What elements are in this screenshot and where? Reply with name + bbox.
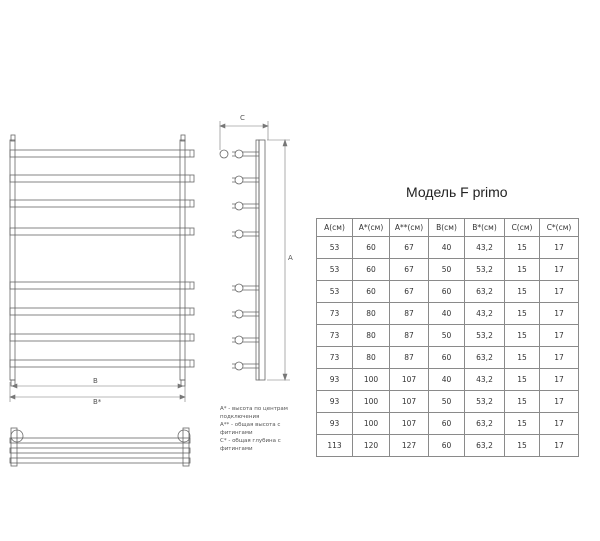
top-view-right-end bbox=[183, 428, 189, 466]
table-row bbox=[317, 391, 579, 413]
label-c: C bbox=[240, 114, 245, 122]
table-cell: 17 bbox=[540, 325, 579, 347]
note-a-star: A* - высота по центрам подключения bbox=[220, 406, 288, 420]
table-cell: 60 bbox=[429, 281, 465, 303]
top-view-rail-1 bbox=[10, 438, 190, 443]
table-cell: 40 bbox=[429, 303, 465, 325]
front-view bbox=[10, 135, 185, 386]
left-vertical-pipe bbox=[10, 140, 15, 380]
table-cell: 63,2 bbox=[465, 413, 505, 435]
table-cell: 127 bbox=[390, 435, 429, 457]
table-cell: 67 bbox=[390, 259, 429, 281]
note-a-double-star: A** - общая высота с фитингами bbox=[220, 422, 281, 436]
front-rung bbox=[10, 228, 194, 235]
side-rung-cap bbox=[235, 310, 243, 318]
arrow-b-left bbox=[12, 384, 17, 388]
table-row bbox=[317, 259, 579, 281]
table-cell: 60 bbox=[353, 237, 390, 259]
front-rung bbox=[10, 308, 194, 315]
side-view bbox=[256, 140, 265, 380]
side-rung-cap bbox=[235, 336, 243, 344]
table-cell: 53 bbox=[317, 281, 353, 303]
table-cell: 107 bbox=[390, 413, 429, 435]
table-cell: 80 bbox=[353, 303, 390, 325]
spec-table bbox=[316, 218, 579, 457]
table-cell: 60 bbox=[429, 347, 465, 369]
table-cell: 107 bbox=[390, 369, 429, 391]
table-cell: 87 bbox=[390, 325, 429, 347]
header-b-star: B*(см) bbox=[465, 219, 505, 237]
table-cell: 53,2 bbox=[465, 391, 505, 413]
side-top-fitting bbox=[220, 150, 228, 158]
table-row bbox=[317, 369, 579, 391]
table-cell: 17 bbox=[540, 435, 579, 457]
front-rung bbox=[10, 334, 194, 341]
table-cell: 100 bbox=[353, 391, 390, 413]
table-cell: 113 bbox=[317, 435, 353, 457]
table-row bbox=[317, 303, 579, 325]
side-rung-cap bbox=[235, 202, 243, 210]
table-cell: 15 bbox=[505, 303, 540, 325]
header-c-star: C*(см) bbox=[540, 219, 579, 237]
table-cell: 87 bbox=[390, 303, 429, 325]
table-header-row bbox=[317, 219, 579, 237]
arrow-c-left bbox=[220, 124, 225, 128]
table-cell: 40 bbox=[429, 237, 465, 259]
front-rung bbox=[10, 150, 194, 157]
table-cell: 53 bbox=[317, 259, 353, 281]
arrow-a-top bbox=[283, 140, 287, 146]
side-rung-cap bbox=[235, 176, 243, 184]
table-cell: 50 bbox=[429, 391, 465, 413]
header-a-star: A*(см) bbox=[353, 219, 390, 237]
table-body bbox=[317, 237, 579, 457]
notes bbox=[220, 405, 310, 453]
table-cell: 17 bbox=[540, 369, 579, 391]
table-cell: 50 bbox=[429, 259, 465, 281]
table-cell: 17 bbox=[540, 237, 579, 259]
table-row bbox=[317, 413, 579, 435]
arrow-c-right bbox=[263, 124, 268, 128]
table-cell: 15 bbox=[505, 281, 540, 303]
table-cell: 60 bbox=[429, 435, 465, 457]
table-cell: 15 bbox=[505, 347, 540, 369]
table-cell: 17 bbox=[540, 303, 579, 325]
table-cell: 80 bbox=[353, 325, 390, 347]
front-rungs bbox=[10, 150, 194, 367]
note-c-star: C* - общая глубина с фитингами bbox=[220, 438, 281, 452]
table-row bbox=[317, 325, 579, 347]
top-view-right-cap bbox=[178, 430, 190, 442]
table-cell: 50 bbox=[429, 325, 465, 347]
table-cell: 93 bbox=[317, 369, 353, 391]
top-view-rail-3 bbox=[10, 458, 190, 463]
table-cell: 120 bbox=[353, 435, 390, 457]
table-cell: 73 bbox=[317, 347, 353, 369]
header-a-double-star: A**(см) bbox=[390, 219, 429, 237]
table-cell: 53,2 bbox=[465, 259, 505, 281]
label-b: B bbox=[93, 377, 98, 385]
table-row bbox=[317, 237, 579, 259]
top-view-rail-2 bbox=[10, 448, 190, 453]
side-rung-cap bbox=[235, 284, 243, 292]
table-cell: 15 bbox=[505, 325, 540, 347]
table-cell: 17 bbox=[540, 391, 579, 413]
bottom-right-fitting bbox=[181, 380, 185, 386]
front-rung bbox=[10, 175, 194, 182]
table-cell: 87 bbox=[390, 347, 429, 369]
side-dimensions bbox=[220, 121, 290, 380]
label-a: A bbox=[288, 254, 293, 262]
header-c: C(см) bbox=[505, 219, 540, 237]
table-cell: 93 bbox=[317, 413, 353, 435]
top-view bbox=[10, 428, 190, 466]
side-wall-line bbox=[256, 140, 259, 380]
side-rung-cap bbox=[235, 362, 243, 370]
table-cell: 15 bbox=[505, 259, 540, 281]
side-vertical-pipe bbox=[259, 140, 265, 380]
arrow-a-bottom bbox=[283, 374, 287, 380]
header-b: B(см) bbox=[429, 219, 465, 237]
table-cell: 60 bbox=[353, 281, 390, 303]
table-cell: 40 bbox=[429, 369, 465, 391]
side-rung-cap bbox=[235, 230, 243, 238]
table-cell: 73 bbox=[317, 325, 353, 347]
table-cell: 73 bbox=[317, 303, 353, 325]
table-cell: 17 bbox=[540, 281, 579, 303]
table-cell: 17 bbox=[540, 413, 579, 435]
table-row bbox=[317, 281, 579, 303]
model-title: Модель F primo bbox=[406, 184, 508, 200]
table-cell: 63,2 bbox=[465, 281, 505, 303]
table-cell: 63,2 bbox=[465, 347, 505, 369]
table-cell: 60 bbox=[353, 259, 390, 281]
table-cell: 67 bbox=[390, 281, 429, 303]
table-cell: 15 bbox=[505, 391, 540, 413]
side-rungs bbox=[220, 150, 259, 370]
arrow-bstar-left bbox=[10, 395, 15, 399]
front-rung bbox=[10, 200, 194, 207]
table-cell: 43,2 bbox=[465, 369, 505, 391]
top-view-left-end bbox=[11, 428, 17, 466]
table-cell: 53,2 bbox=[465, 325, 505, 347]
table-cell: 53 bbox=[317, 237, 353, 259]
table-cell: 93 bbox=[317, 391, 353, 413]
arrow-b-right bbox=[178, 384, 183, 388]
table-cell: 17 bbox=[540, 347, 579, 369]
table-cell: 43,2 bbox=[465, 237, 505, 259]
header-a: A(см) bbox=[317, 219, 353, 237]
table-cell: 15 bbox=[505, 413, 540, 435]
front-rung bbox=[10, 360, 194, 367]
table-cell: 43,2 bbox=[465, 303, 505, 325]
table-cell: 60 bbox=[429, 413, 465, 435]
table-row bbox=[317, 347, 579, 369]
table-cell: 107 bbox=[390, 391, 429, 413]
table-cell: 15 bbox=[505, 237, 540, 259]
table-row bbox=[317, 435, 579, 457]
table-cell: 17 bbox=[540, 259, 579, 281]
right-vertical-pipe bbox=[180, 140, 185, 380]
table-cell: 15 bbox=[505, 369, 540, 391]
label-b-star: B* bbox=[93, 398, 102, 406]
table-cell: 100 bbox=[353, 413, 390, 435]
table-cell: 63,2 bbox=[465, 435, 505, 457]
front-rung bbox=[10, 282, 194, 289]
table-cell: 80 bbox=[353, 347, 390, 369]
table-cell: 100 bbox=[353, 369, 390, 391]
table-cell: 67 bbox=[390, 237, 429, 259]
table-cell: 15 bbox=[505, 435, 540, 457]
side-rung-cap bbox=[235, 150, 243, 158]
arrow-bstar-right bbox=[180, 395, 185, 399]
